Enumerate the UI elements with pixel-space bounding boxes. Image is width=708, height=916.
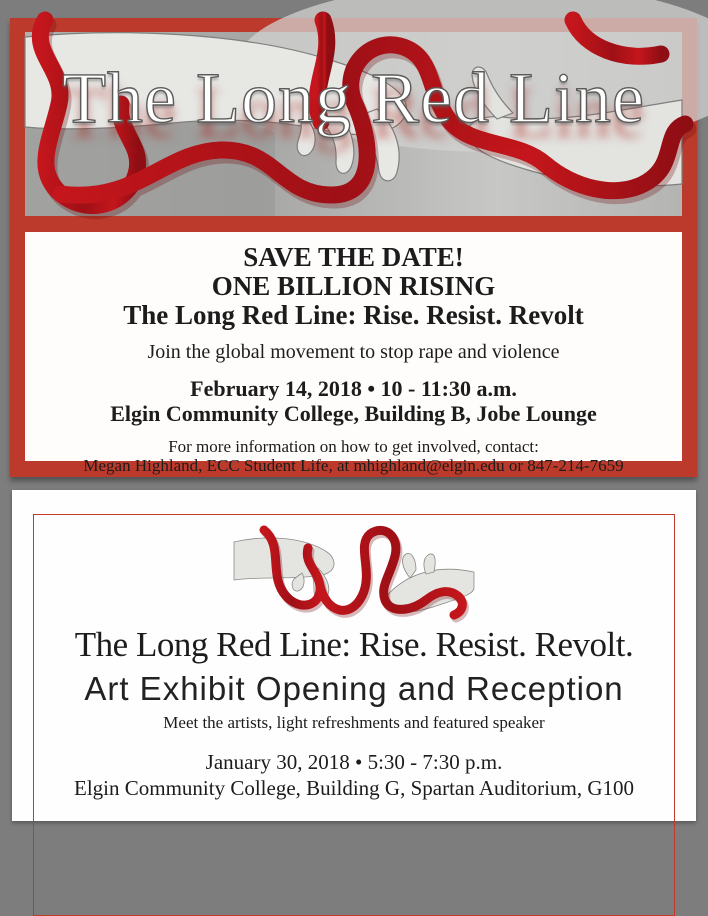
contact-intro: For more information on how to get involved, contact:	[168, 437, 539, 456]
banner-artwork	[25, 32, 682, 216]
contact-details: Megan Highland, ECC Student Life, at mhighland@elgin.edu or 847-214-7659	[83, 456, 624, 475]
hands-ribbon-small-illustration-icon	[234, 528, 474, 620]
save-the-date-content	[25, 232, 682, 475]
headline-save-the-date: SAVE THE DATE!	[243, 242, 464, 272]
flyer-save-the-date	[10, 18, 697, 477]
event-location: Elgin Community College, Building B, Jobe Lounge	[110, 401, 597, 426]
exhibit-title: The Long Red Line: Rise. Resist. Revolt.	[74, 625, 634, 664]
exhibit-date-time: January 30, 2018 • 5:30 - 7:30 p.m.	[205, 750, 503, 774]
banner-title: The Long Red Line	[62, 58, 645, 138]
exhibit-subtitle: Art Exhibit Opening and Reception	[84, 670, 624, 707]
event-date-time: February 14, 2018 • 10 - 11:30 a.m.	[190, 376, 517, 401]
exhibit-location: Elgin Community College, Building G, Spartan Auditorium, G100	[74, 776, 634, 800]
headline-long-red-line: The Long Red Line: Rise. Resist. Revolt	[123, 300, 584, 330]
headline-one-billion-rising: ONE BILLION RISING	[211, 271, 496, 301]
exhibit-details: Meet the artists, light refreshments and featured speaker	[163, 713, 545, 732]
flyer-art-exhibit	[12, 490, 696, 821]
tagline: Join the global movement to stop rape and violence	[147, 341, 560, 363]
